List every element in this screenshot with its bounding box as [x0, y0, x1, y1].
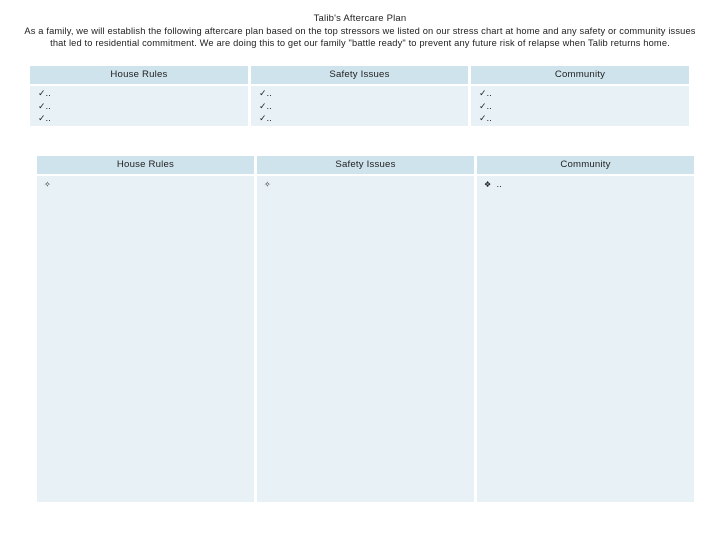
- check-icon: ✓: [479, 101, 487, 112]
- list-item: ✓..: [479, 100, 492, 112]
- list-item: ✓..: [479, 88, 492, 99]
- list-item: [44, 179, 254, 190]
- check-icon: ✓: [479, 114, 487, 124]
- bottom-cell-safety-issues: [257, 176, 474, 502]
- top-header-safety-issues: Safety Issues: [251, 66, 468, 84]
- bottom-cell-community: [477, 176, 694, 502]
- bottom-header-safety-issues: Safety Issues: [257, 156, 474, 174]
- diamond-bullet-icon: ❖: [484, 180, 492, 189]
- check-icon: ✓: [38, 101, 46, 112]
- bottom-cell-house-rules: [37, 176, 254, 502]
- top-header-house-rules: House Rules: [30, 66, 248, 84]
- list-item: ✓..: [479, 113, 492, 124]
- list-item: ❖ ..: [484, 179, 502, 190]
- list-item: ✓..: [38, 88, 51, 99]
- check-icon: ✓: [479, 89, 487, 99]
- top-cell-community: [471, 86, 689, 126]
- list-item: ✓..: [259, 100, 272, 112]
- top-cell-house-rules: [30, 86, 248, 126]
- check-icon: ✓: [259, 89, 267, 99]
- bottom-header-house-rules: House Rules: [37, 156, 254, 174]
- intro-paragraph: As a family, we will establish the following aftercare plan based on the top stressors we listed on our stress chart at home and any safety or community issues that led to residential commitment. We are doing this to get our family "battle ready" to prevent any future risk of relapse when Talib returns home.: [24, 26, 696, 49]
- bottom-header-community: Community: [477, 156, 694, 174]
- page-title: Talib's Aftercare Plan: [313, 13, 407, 24]
- list-item: ✓..: [38, 113, 51, 124]
- four-point-star-icon: ✧: [44, 180, 51, 189]
- check-icon: ✓: [38, 89, 46, 99]
- check-icon: ✓: [259, 114, 267, 124]
- list-item: [264, 179, 474, 190]
- check-icon: ✓: [259, 101, 267, 112]
- top-cell-safety-issues: [251, 86, 468, 126]
- list-item: ✓..: [259, 88, 272, 99]
- list-item: ✓..: [259, 113, 272, 124]
- four-point-star-icon: ✧: [264, 180, 271, 189]
- check-icon: ✓: [38, 114, 46, 124]
- list-item: ✓..: [38, 100, 51, 112]
- top-header-community: Community: [471, 66, 689, 84]
